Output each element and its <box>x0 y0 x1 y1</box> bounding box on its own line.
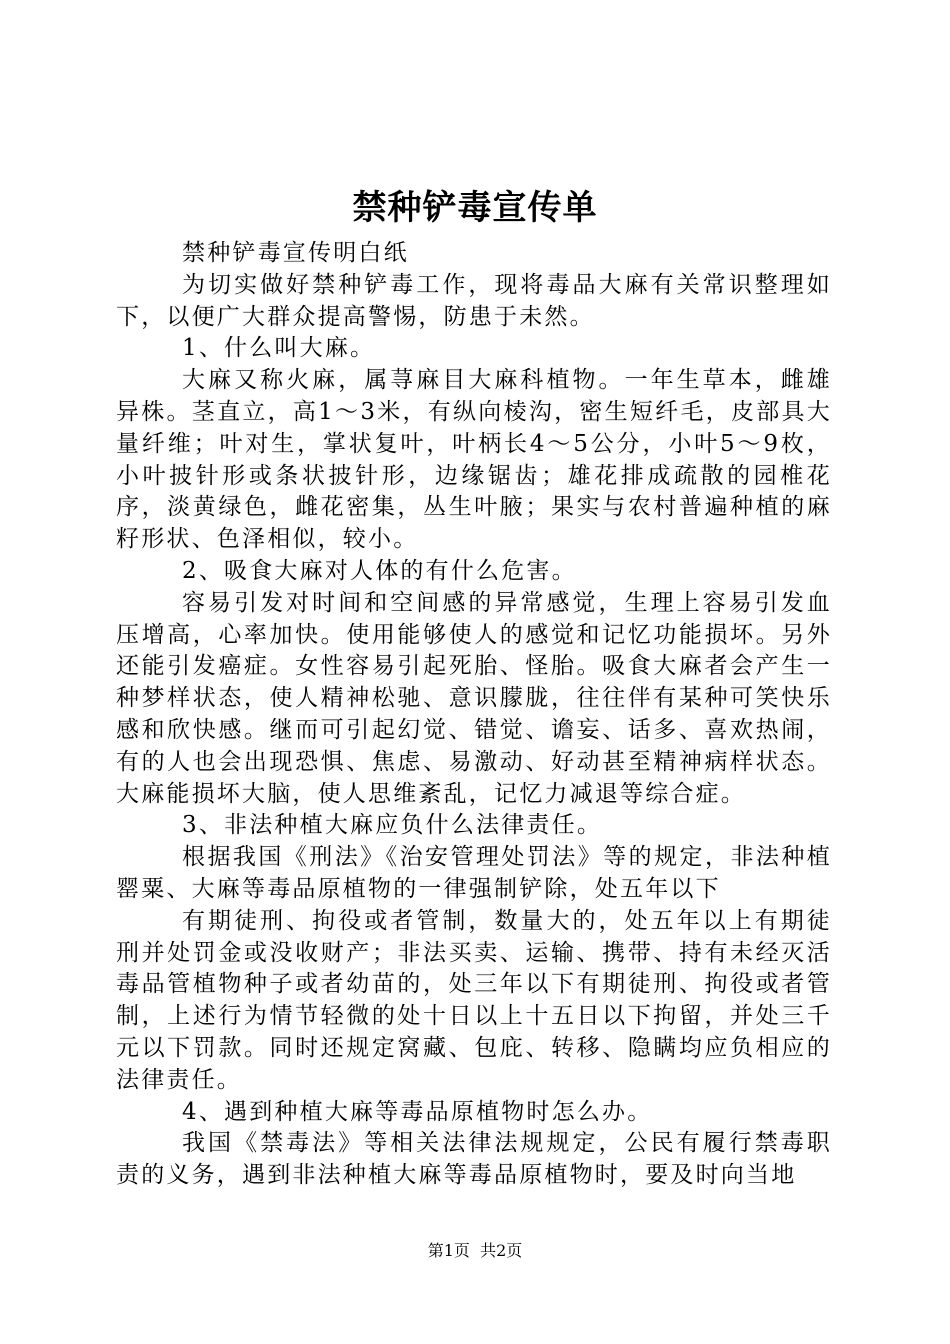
paragraph-section-1: 大麻又称火麻，属荨麻目大麻科植物。一年生草本，雌雄异株。茎直立，高1～3米，有纵向棱沟，密生短纤毛，皮部具大量纤维；叶对生，掌状复叶，叶柄长4～5公分，小叶5～9枚，小叶披针形或条状披针形，边缘锯齿；雄花排成疏散的园椎花序，淡黄绿色，雌花密集，丛生叶腋；果实与农村普遍种植的麻籽形状、色泽相似，较小。 <box>116 367 832 553</box>
section-heading-2: 2、吸食大麻对人体的有什么危害。 <box>182 557 577 584</box>
section-heading-3: 3、非法种植大麻应负什么法律责任。 <box>182 812 603 839</box>
page-total: 共2页 <box>480 1241 523 1260</box>
section-heading-4: 4、遇到种植大麻等毒品原植物时怎么办。 <box>182 1098 653 1125</box>
paragraph-section-3b: 有期徒刑、拘役或者管制，数量大的，处五年以上有期徒刑并处罚金或没收财产；非法买卖、运输、携带、持有未经灭活毒品管植物种子或者幼苗的，处三年以下有期徒刑、拘役或者管制，上述行为情节轻微的处十日以上十五日以下拘留，并处三千元以下罚款。同时还规定窝藏、包庇、转移、隐瞒均应负相应的法律责任。 <box>116 907 832 1093</box>
paragraph-intro: 为切实做好禁种铲毒工作，现将毒品大麻有关常识整理如下，以便广大群众提高警惕，防患于未然。 <box>116 271 832 330</box>
section-heading-1: 1、什么叫大麻。 <box>182 335 376 362</box>
paragraph-subtitle: 禁种铲毒宣传明白纸 <box>182 240 409 266</box>
paragraph-section-2: 容易引发对时间和空间感的异常感觉，生理上容易引发血压增高，心率加快。使用能够使人的感觉和记忆功能损坏。另外还能引发癌症。女性容易引起死胎、怪胎。吸食大麻者会产生一种梦样状态，使人精神松驰、意识朦胧，往往伴有某种可笑快乐感和欣快感。继而可引起幻觉、错觉、谵妄、话多、喜欢热闹，有的人也会出现恐惧、焦虑、易激动、好动甚至精神病样状态。大麻能损坏大脑，使人思维紊乱，记忆力减退等综合症。 <box>116 589 832 807</box>
paragraph-section-4: 我国《禁毒法》等相关法律法规规定，公民有履行禁毒职责的义务，遇到非法种植大麻等毒品原植物时，要及时向当地 <box>116 1130 832 1189</box>
page-footer <box>0 1240 950 1262</box>
document-body <box>116 238 832 1192</box>
document-title: 禁种铲毒宣传单 <box>352 188 598 228</box>
page-number: 第1页 <box>427 1241 470 1260</box>
paragraph-section-3a: 根据我国《刑法》《治安管理处罚法》等的规定，非法种植罂粟、大麻等毒品原植物的一律强制铲除，处五年以下 <box>116 844 832 902</box>
